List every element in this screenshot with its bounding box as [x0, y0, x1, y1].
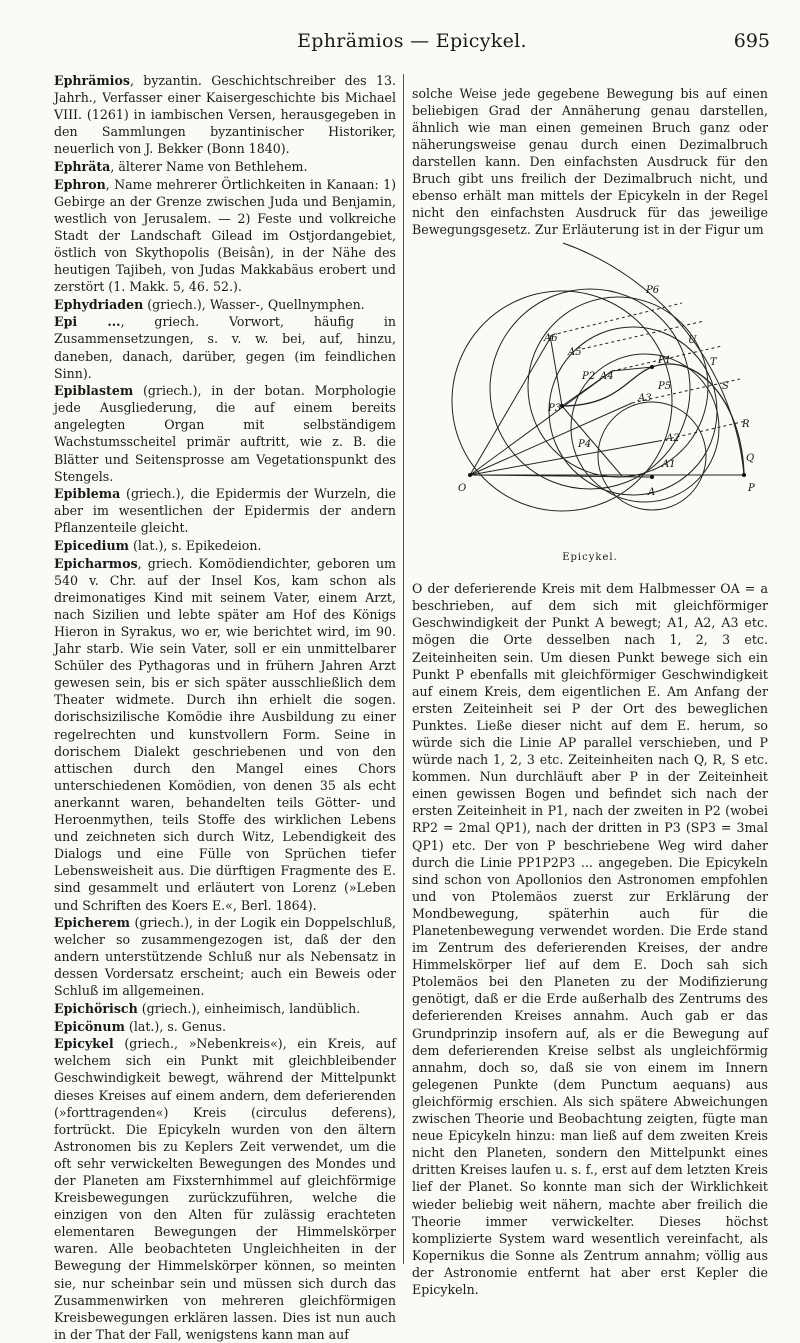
headword: Ephydriaden	[54, 296, 144, 312]
label-R: R	[742, 419, 750, 431]
headword: Epiblastem	[54, 383, 134, 399]
entry-text: (griech.), in der Logik ein Doppelschluß, welcher so zusammengezogen ist, daß der den andern unterstützende Schluß nur als Nebensatz in dessen Vordersatz erscheint; auch ein Beweis oder Schluß im allgemeinen.	[54, 915, 396, 999]
entry-text: (griech.), Wasser-, Quellnymphen.	[143, 296, 365, 312]
entry-ephydriaden	[54, 296, 396, 313]
point-A	[650, 475, 654, 479]
label-S: S	[722, 381, 729, 393]
entry-text: (lat.), s. Epikedeion.	[128, 538, 262, 554]
label-A5: A5	[568, 347, 582, 359]
headword: Epichörisch	[54, 1001, 138, 1017]
label-P3: P3	[548, 403, 562, 415]
entry-text: , älterer Name von Bethlehem.	[110, 158, 308, 174]
entry-epi	[54, 313, 396, 381]
entry-ephraeta	[54, 158, 396, 175]
headword: Epi ...	[54, 314, 121, 330]
continuation-text: solche Weise jede gegebene Bewegung bis auf einen beliebigen Grad der Annäherung genau darstellen, ähnlich wie man einen gemeinen Bruch ganz oder näherungsweise genau durch einen Dezimalbruch darstellen kann. Den einfachsten Ausdruck für den Bruch gibt uns freilich der Dezimalbruch nicht, und ebenso erhält man mittels der Epicykeln in der Regel nicht den einfachsten Ausdruck für das jeweilige Bewegungsgesetz. Zur Erläuterung ist in der Figur um	[412, 85, 768, 238]
page-header	[54, 30, 770, 60]
headword: Ephron	[54, 176, 106, 192]
headword: Ephrämios	[54, 73, 130, 88]
entry-epiblema	[54, 485, 396, 536]
page-number: 695	[733, 30, 770, 52]
label-T: T	[710, 357, 717, 369]
figure-caption: Epicykel.	[562, 552, 618, 564]
radius-OA5	[470, 335, 552, 475]
entry-ephraemios	[54, 72, 396, 157]
headword: Epicharmos	[54, 555, 138, 571]
chord	[550, 335, 562, 406]
body-text: O der deferierende Kreis mit dem Halbmesser OA = a beschrieben, auf dem sich mit gleichförmiger Geschwindigkeit der Punkt A bewegt; A1, A2, A3 etc. mögen die Orte desselben nach 1, 2, 3 etc. Zeiteinheiten sein. Um diesen Punkt bewege sich ein Punkt P ebenfalls mit gleichförmiger Geschwindigkeit auf einem Kreis, dem eigentlichen E. Am Anfang der ersten Zeiteinheit sei P der Ort des beweglichen Punktes. Ließe dieser nicht auf dem E. herum, so würde sich die Linie AP parallel verschieben, und P würde nach 1, 2, 3 etc. Zeiteinheiten nach Q, R, S etc. kommen. Nun durchläuft aber P in der Zeiteinheit einen gewissen Bogen und befindet sich nach der ersten Zeiteinheit in P1, nach der zweiten in P2 (wobei RP2 = 2mal QP1), nach der dritten in P3 (SP3 = 3mal QP1) etc. Der von P beschriebene Weg wird daher durch die Linie PP1P2P3 ... angegeben. Die Epicykeln sind schon von Apollonios den Astronomen empfohlen und von Ptolemäos zuerst zur Erklärung der Mondbewegung, späterhin auch für die Planetenbewegung verwendet worden. Die Erde stand im Zentrum des deferierenden Kreises, der andre Himmelskörper lief auf dem E. Doch sah sich Ptolemäos bei den Planeten zu der Modifizierung genötigt, daß er die Erde außerhalb des Zentrums des deferierenden Kreises annahm. Auch gab er das Grundprinzip insofern auf, als er die Bewegung auf dem deferierenden Kreise selbst als ungleichförmig annahm, doch so, daß sie von einem im Innern gelegenen Punkte (dem Punctum aequans) aus gleichförmig erschien. Als sich spätere Abweichungen zwischen Theorie und Beobachtung zeigten, fügte man neue Epicykeln hinzu: man ließ auf dem zweiten Kreis nicht den Planeten, sondern den Mittelpunkt eines dritten Kreises laufen u. s. f., erst auf dem letzten Kreis lief der Planet. So konnte man sich der Wirklichkeit wieder beliebig weit nähern, machte aber freilich die Theorie immer verwickelter. Dieses höchst komplizierte System ward wesentlich vereinfacht, als Kopernikus die Sonne als Zentrum annahm; völlig aus der Astronomie entfernt hat aber erst Kepler die Epicykeln.	[412, 581, 768, 1297]
label-P6: P6	[646, 285, 660, 297]
label-P1: P1	[658, 355, 672, 367]
entry-epiblastem	[54, 382, 396, 485]
entry-epicykel	[54, 1035, 396, 1343]
left-column	[54, 72, 396, 1343]
right-column	[412, 72, 768, 1311]
label-A4: A4	[600, 371, 614, 383]
entry-text: , byzantin. Geschichtschreiber des 13. Jahrh., Verfasser einer Kaisergeschichte bis Michael VIII. (1261) in iambischen Versen, herausgegeben in den Sammlungen byzantinischer Historiker, neuerlich von J. Bekker (Bonn 1840).	[54, 73, 396, 157]
label-A2: A2	[666, 433, 680, 445]
entry-epichoerisch	[54, 1000, 396, 1017]
label-O: O	[458, 483, 467, 495]
entry-text: , Name mehrerer Örtlichkeiten in Kanaan: 1) Gebirge an der Grenze zwischen Juda und Benjamin, westlich von Jerusalem. — 2) Feste und volkreiche Stadt der Landschaft Gilead im Ostjordangebiet, östlich von Skythopolis (Beisân), in der Nähe des heutigen Tajibeh, von Judas Makkabäus erobert und zerstört (1. Makk. 5, 46. 52.).	[54, 176, 396, 295]
radius-OA1	[470, 441, 659, 475]
headword: Epicedium	[54, 538, 129, 554]
label-P2: P2	[582, 371, 596, 383]
entry-ephron	[54, 176, 396, 296]
point-O	[468, 473, 472, 477]
epicycle-diagram	[412, 251, 768, 545]
headword: Epicherem	[54, 915, 130, 931]
label-P4: P4	[578, 439, 592, 451]
label-P: P	[748, 483, 755, 495]
point-P1	[650, 365, 654, 369]
entry-text: (lat.), s. Genus.	[124, 1018, 227, 1034]
label-U: U	[688, 335, 697, 347]
entry-text: , griech. Vorwort, häufig in Zusammensetzungen, s. v. w. bei, auf, hinzu, daneben, danach, darüber, gegen (im feindlichen Sinn).	[54, 314, 396, 381]
entry-text: (griech.), einheimisch, landüblich.	[137, 1001, 361, 1017]
label-Q: Q	[746, 453, 755, 465]
headword: Ephräta	[54, 158, 111, 174]
entry-text: , griech. Komödiendichter, geboren um 540 v. Chr. auf der Insel Kos, kam schon als dreimonatiges Kind mit seinem Vater, einem Arzt, nach Sizilien und lebte später am Hof des Königs Hieron in Syrakus, wo er, wie berichtet wird, im 90. Jahr starb. Wie sein Vater, soll er ein unmittelbarer Schüler des Pythagoras und in frühern Jahren Arzt gewesen sein, bis er sich später ausschließlich dem Theater widmete. Durch ihn erhielt die sogen. dorischsizilische Komödie ihre Ausbildung zu einer regelrechten und kunstvollern Form. Seine in dorischem Dialekt geschriebenen und von den attischen durch den Mangel eines Chors unterschiedenen Komödien, von denen 35 als echt anerkannt waren, behandelten teils Götter- und Heroenmythen, teils Stoffe des wirklichen Lebens und zeichneten sich durch Witz, Lebendigkeit des Dialogs und eine Fülle von Sprüchen tiefer Lebensweisheit aus. Die dürftigen Fragmente des E. sind gesammelt und erläutert von Lorenz (»Leben und Schriften des Koers E.«, Berl. 1864).	[54, 555, 396, 913]
entry-epicherem	[54, 914, 396, 999]
entry-text: (griech.), die Epidermis der Wurzeln, die aber im wesentlichen der Epidermis der andern Pflanzenteile gleicht.	[54, 486, 396, 536]
headword: Epicykel	[54, 1036, 114, 1052]
entry-text: (griech., »Nebenkreis«), ein Kreis, auf welchem sich ein Punkt mit gleichbleibender Geschwindigkeit bewegt, während der Mittelpunkt dieses Kreises auf einem andern, dem deferierenden (»forttragenden«) Kreis (circulus deferens), fortrückt. Die Epicykeln wurden von den ältern Astronomen bis zu Keplers Zeit verwendet, um die oft sehr verwickelten Bewegungen des Mondes und der Planeten am Fixsternhimmel auf gleichförmige Kreisbewegungen zurückzuführen, welche die einzigen von den Alten für zulässig erachteten elementaren Bewegungen der Himmelskörper waren. Alle beobachteten Ungleichheiten in der Bewegung der Himmelskörper können, so meinten sie, nur scheinbar sein und müssen sich durch das Zusammenwirken von mehreren gleichförmigen Kreisbewegungen erklären lassen. Dies ist nun auch in der That der Fall, wenigstens kann man auf	[54, 1036, 396, 1342]
column-divider	[403, 74, 404, 1264]
label-A3: A3	[638, 393, 652, 405]
label-P5: P5	[658, 381, 672, 393]
epicycle-circle	[528, 297, 708, 477]
entry-text: (griech.), in der botan. Morphologie jede Ausgliederung, die auf einem bereits angelegten Organ mit selbständigem Wachstumsscheitel primär auftritt, wie z. B. die Blätter und Seitensprosse am Vegetationspunkt des Stengels.	[54, 383, 396, 484]
entry-epicoenum	[54, 1018, 396, 1035]
label-A: A	[648, 487, 656, 499]
label-A6: A6	[544, 333, 558, 345]
headword: Epicönum	[54, 1018, 125, 1034]
radius-OA3	[470, 371, 612, 475]
point-P	[742, 473, 746, 477]
entry-epicharmos	[54, 555, 396, 914]
parallel-line	[552, 303, 682, 335]
epicycle-figure	[412, 251, 768, 545]
chord	[562, 406, 622, 476]
label-A1: A1	[662, 459, 676, 471]
running-title: Ephrämios — Epicykel.	[297, 30, 527, 52]
entry-epicedium	[54, 537, 396, 554]
parallel-line	[582, 321, 704, 349]
headword: Epiblema	[54, 486, 121, 502]
